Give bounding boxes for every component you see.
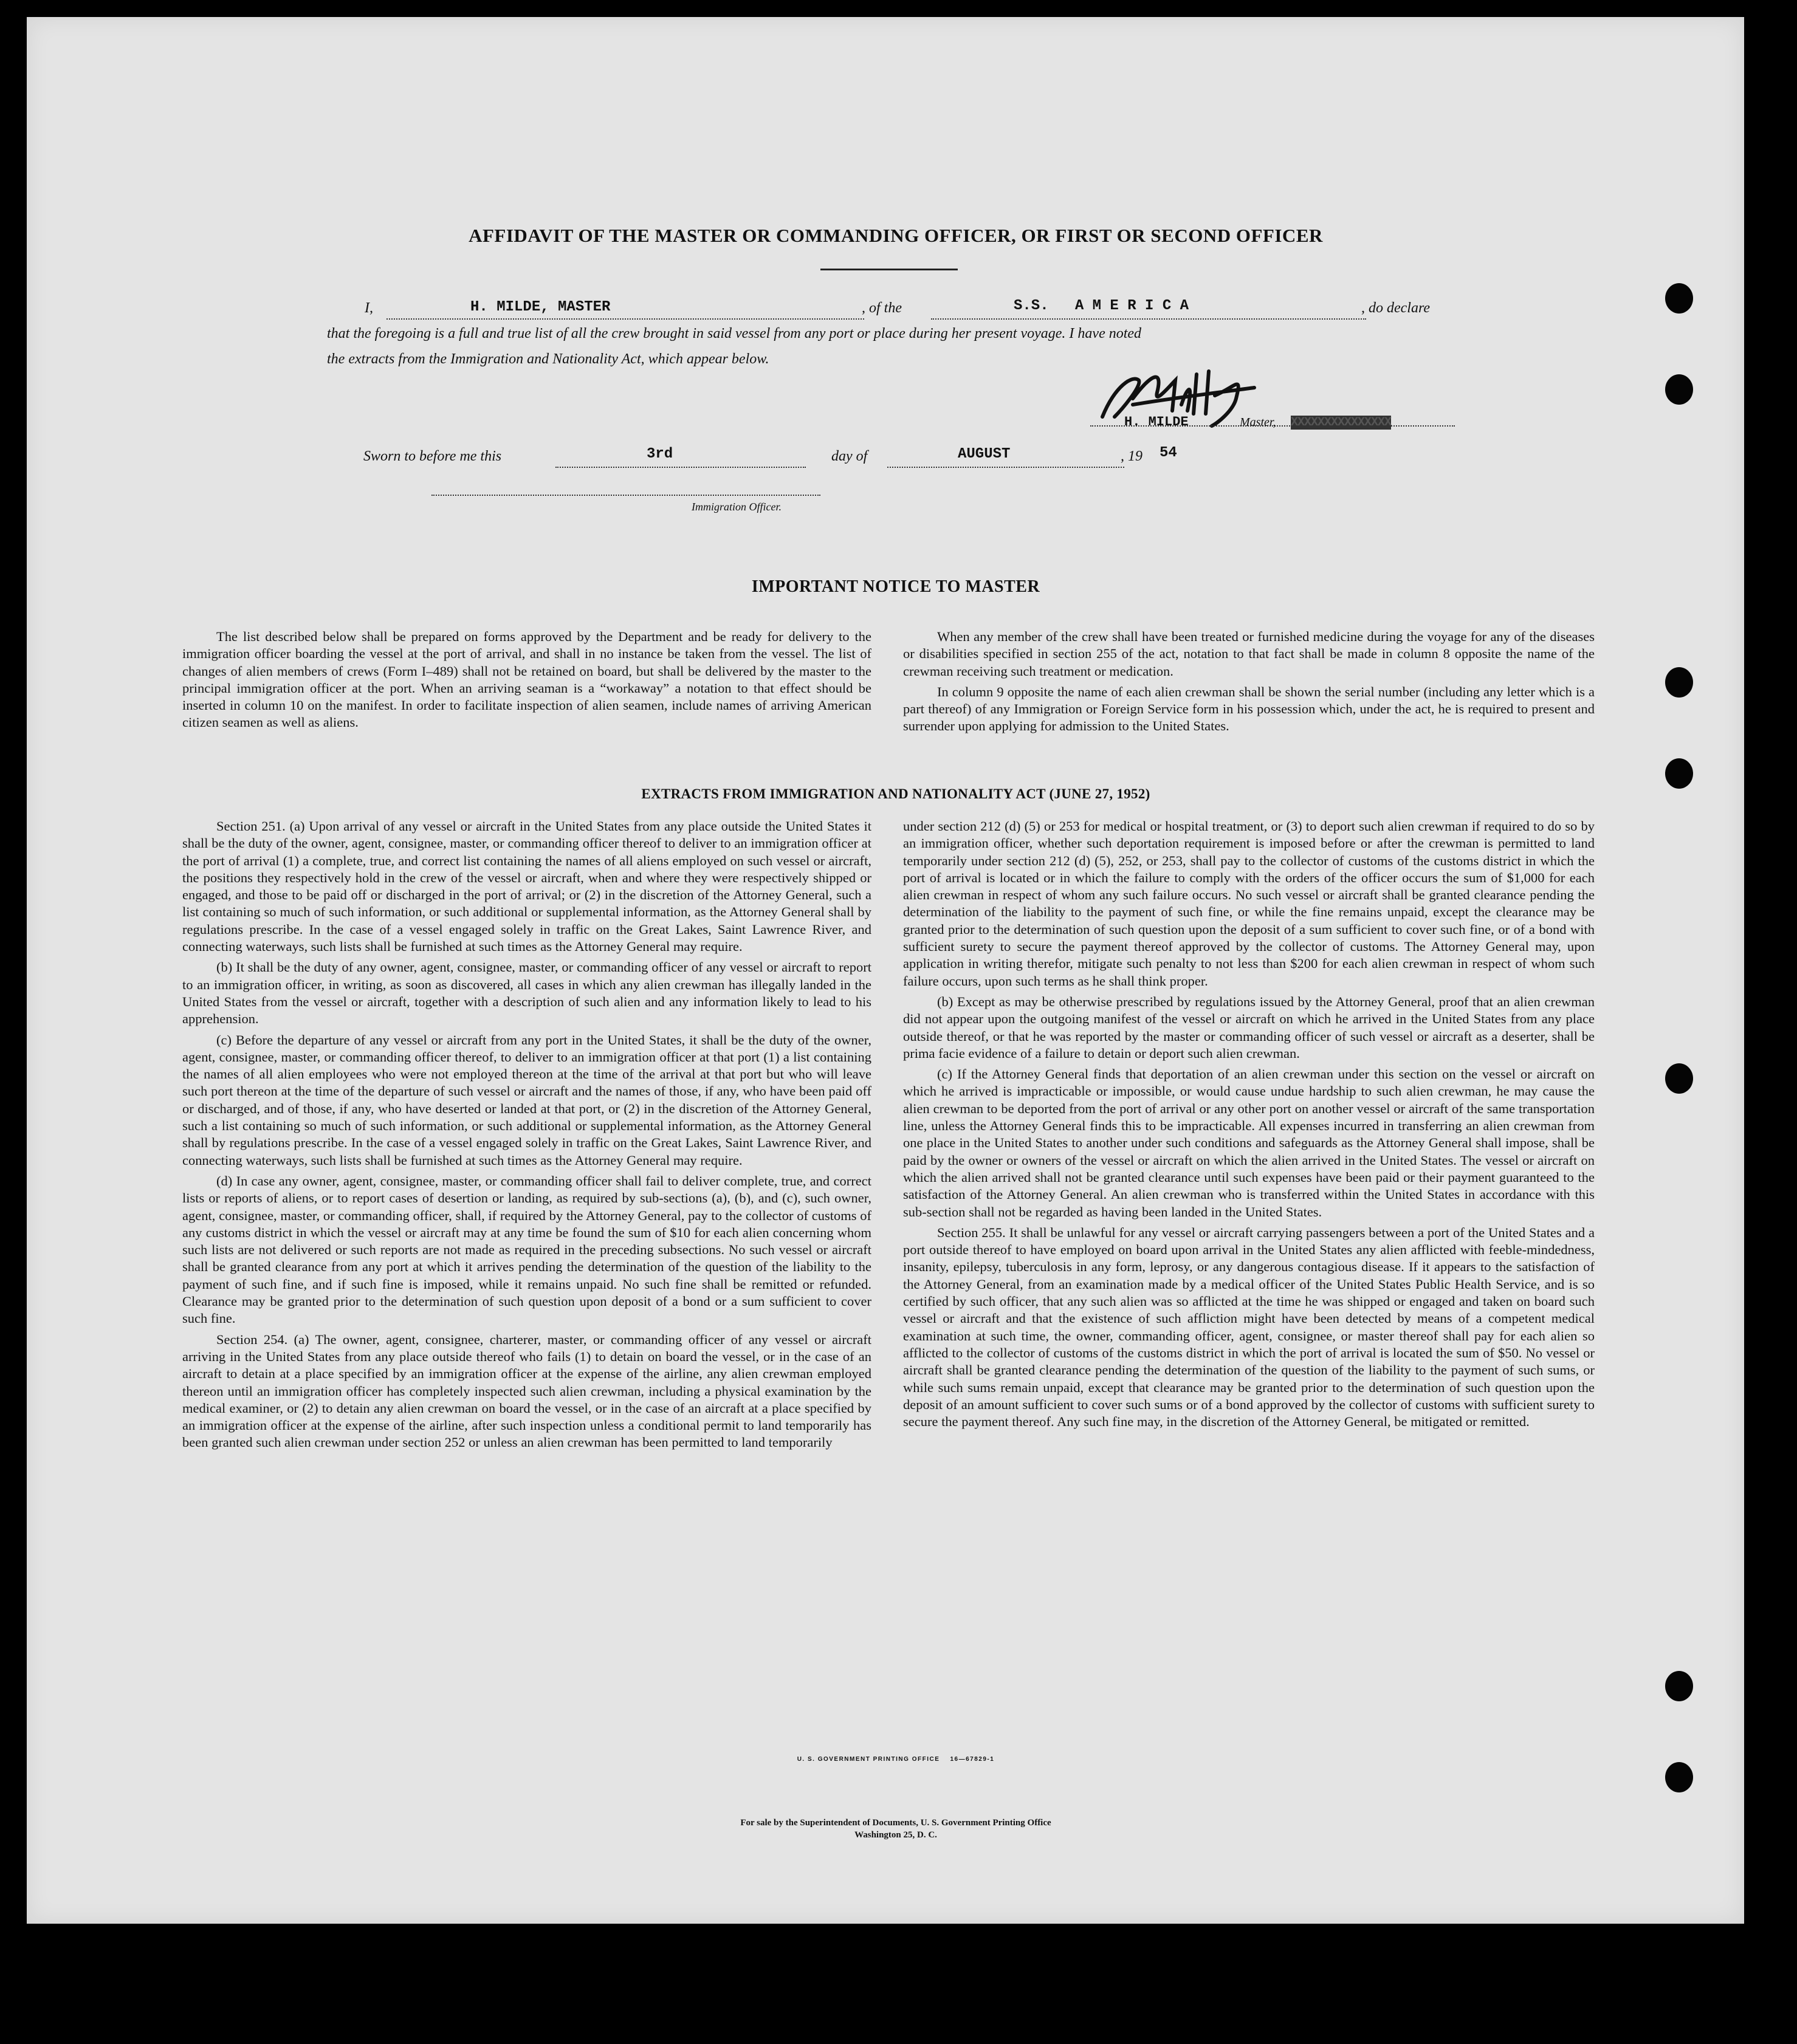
address-line: Washington 25, D. C.: [854, 1830, 937, 1840]
for-sale-line: For sale by the Superintendent of Documents, U. S. Government Printing Office: [740, 1818, 1051, 1828]
affidavit-declaration-line2: that the foregoing is a full and true list of all the crew brought in said vessel from any port or place during her present voyage. I have noted: [327, 326, 1142, 341]
extract-paragraph: Section 251. (a) Upon arrival of any vessel or aircraft in the United States from any place outside the United States it shall be the duty of the owner, agent, consignee, master, or commanding officer thereof to deliver to an immigration officer at the port of arrival (1) a complete, true, and correct list containing the names of all aliens employed on such vessel or aircraft, the positions they respectively hold in the crew of the vessel or aircraft, when and where they were respectively shipped or engaged, and those to be paid off or discharged in the port of arrival; or (2) in the discretion of the Attorney General, such a list containing so much of such information, or such additional or supplemental information, as the Attorney General shall by regulations prescribe. In the case of a vessel engaged solely in traffic on the Great Lakes, Saint Lawrence River, and connecting waterways, such lists shall be furnished at such times as the Attorney General may require.: [182, 818, 871, 955]
affidavit-i-label: I,: [365, 300, 373, 316]
punch-hole: [1665, 758, 1693, 789]
year-prefix-label: , 19: [1121, 448, 1142, 464]
immigration-officer-line: [431, 495, 820, 496]
signature-typed-name: H. MILDE: [1124, 414, 1189, 430]
master-name-field: H. MILDE, MASTER: [470, 299, 611, 315]
extract-paragraph: Section 255. It shall be unlawful for any vessel or aircraft carrying passengers between a port of the United States and a port outside thereof to have employed on board upon arrival in the United States any alien afflicted with feeble-mindedness, insanity, epilepsy, tuberculosis in any form, leprosy, or any dangerous contagious disease. If it appears to the satisfaction of the Attorney General, from an examination made by a medical officer of the United States Public Health Service, and is so certified by such officer, that any such alien was so afflicted at the time he was shipped or engaged and taken on board such vessel or aircraft and that the existence of such affliction might have been detected by means of a competent medical examination at such time, the owner, commanding officer, agent, consignee, or master thereof shall pay for each alien so afflicted to the collector of customs of the customs district in which the port of arrival is located the sum of $50. No vessel or aircraft shall be granted clearance pending the determination of the question of the liability to the payment of such sums, or while such sums remain unpaid, except that clearance may be granted prior to the determination of such question upon the deposit of an amount sufficient to cover such sums or of a bond approved by the collector of customs with sufficient surety to secure the payment thereof. Any such fine may, in the discretion of the Attorney General, be mitigated or remitted.: [903, 1224, 1595, 1430]
extract-paragraph: (b) Except as may be otherwise prescribed by regulations issued by the Attorney General, proof that an alien crewman did not appear upon the outgoing manifest of the vessel or aircraft on which he arrived in the United States from any place outside thereof, or that he was reported by the master or commanding officer of such vessel or aircraft as a deserter, shall be prima facie evidence of a failure to detain or deport such alien crewman.: [903, 993, 1595, 1061]
struck-title-text: XXXXXXXXXXXXXXX: [1291, 416, 1392, 430]
extract-paragraph: (c) If the Attorney General finds that deportation of an alien crewman under this section on the vessel or aircraft on which he arrived is impracticable or impossible, or would cause undue hardship to such alien crewman, he may cause the alien crewman to be deported from the port of arrival or any other port on another vessel or aircraft of the same transportation line, unless the Attorney General finds this to be impracticable. All expenses incurred in transferring an alien crewman from one place in the United States to another under such conditions and safeguards as the Attorney General shall impose, shall be paid by the owner or owners of the vessel or aircraft on which the alien arrived in the United States. The vessel or aircraft on which the alien arrived shall not be granted clearance until such expenses have been paid or their payment guaranteed to the satisfaction of the Attorney General. An alien crewman who is transferred within the United States in accordance with this sub-section shall not be regarded as having been landed in the United States.: [903, 1066, 1595, 1219]
extract-paragraph: (b) It shall be the duty of any owner, agent, consignee, master, or commanding officer of any vessel or aircraft to report to an immigration officer, in writing, as soon as discovered, all cases in which any alien crewman has illegally landed in the United States from the vessel or aircraft, together with a description of such alien and any information likely to lead to his apprehension.: [182, 959, 871, 1027]
year-suffix-field: 54: [1160, 445, 1177, 461]
punch-hole: [1665, 667, 1693, 698]
extract-paragraph: (d) In case any owner, agent, consignee, master, or commanding officer shall fail to deliver complete, true, and correct lists or reports of aliens, or to report cases of desertion or landing, as required by sub-sections (a), (b), and (c), such owner, agent, consignee, master, or commanding officer, shall, if required by the Attorney General, pay to the collector of customs of any customs district in which the vessel or aircraft may at any time be found the sum of $10 for each alien concerning whom such lists are not delivered or such reports are not made as required in the preceding subsections. No such vessel or aircraft shall be granted clearance from any port at which it arrives pending the determination of the question of the liability to the payment of such fine, and if such fine is imposed, while it remains unpaid. No such fine shall be remitted or refunded. Clearance may be granted prior to the determination of such question upon deposit of a bond or a sum sufficient to cover such fine.: [182, 1173, 871, 1326]
master-name-line: [387, 318, 864, 320]
punch-hole: [1665, 374, 1693, 405]
extract-paragraph: Section 254. (a) The owner, agent, consignee, charterer, master, or commanding officer of any vessel or aircraft arriving in the United States from any place outside thereof who fails (1) to detain on board the vessel, or in the case of an aircraft to detain at a place specified by an immigration officer at the expense of the airline, any alien crewman employed thereon until an immigration officer has completely inspected such alien crewman, including a physical examination by the medical examiner, or (2) to detain any alien crewman on board the vessel, or in the case of an aircraft at a place specified by an immigration officer at the expense of the airline, after such inspection unless a conditional permit to land temporarily has been granted such alien crewman under section 252 or unless an alien crewman has been permitted to land temporarily: [182, 1331, 871, 1450]
extracts-right-column: [903, 818, 1595, 1434]
punch-hole: [1665, 283, 1693, 314]
document-sheet: [27, 17, 1744, 1924]
vessel-name-field: S.S. A M E R I C A: [1014, 298, 1189, 314]
notice-right-paragraph-1: When any member of the crew shall have been treated or furnished medicine during the voyage for any of the diseases or disabilities specified in section 255 of the act, notation to that fact shall be made in column 8 opposite the name of the crewman receiving such treatment or medication.: [903, 629, 1595, 679]
sworn-day-line: [555, 467, 806, 468]
sworn-day-field: 3rd: [647, 446, 673, 462]
notice-right-paragraph-2: In column 9 opposite the name of each alien crewman shall be shown the serial number (including any letter which is a part thereof) of any Immigration or Foreign Service form in his possession which, under the act, he is required to present and surrender upon applying for admission to the United States.: [903, 684, 1595, 734]
extract-paragraph: under section 212 (d) (5) or 253 for medical or hospital treatment, or (3) to deport such alien crewman if required to do so by an immigration officer, whether such deportation requirement is imposed before or after the crewman is permitted to land temporarily under section 212 (d) (5), 252, or 253, shall pay to the collector of customs of the customs district in which the port of arrival is located or in which the failure to comply with the orders of the officer occurs the sum of $1,000 for each alien crewman in respect of whom any such failure occurs. No such vessel or aircraft shall be granted clearance pending the determination of the liability to the payment of such fine, or while the fine remains unpaid, except the clearance may be granted prior to the determination of such question upon the deposit of a sum sufficient to cover such fine, or of a bond with sufficient surety to secure the payment thereof approved by the collector of customs. The Attorney General may, upon application in writing therefor, mitigate such penalty to not less than $200 for each alien crewman in respect of whom such failure occurs, upon such terms as he shall think proper.: [903, 818, 1595, 989]
sworn-month-field: AUGUST: [958, 446, 1011, 462]
vessel-name-line: [931, 318, 1366, 320]
day-of-label: day of: [831, 448, 868, 464]
title-rule: [820, 269, 958, 270]
notice-title: IMPORTANT NOTICE TO MASTER: [751, 577, 1040, 596]
punch-hole: [1665, 1762, 1693, 1792]
master-label: Master,: [1240, 416, 1276, 429]
punch-hole: [1665, 1063, 1693, 1094]
notice-right-column: [903, 628, 1595, 739]
immigration-officer-label: Immigration Officer.: [692, 501, 782, 513]
extracts-left-column: [182, 818, 871, 1455]
sworn-label: Sworn to before me this: [363, 448, 502, 464]
of-the-label: , of the: [862, 300, 902, 316]
affidavit-title: AFFIDAVIT OF THE MASTER OR COMMANDING OFFICER, OR FIRST OR SECOND OFFICER: [469, 225, 1323, 246]
punch-hole: [1665, 1671, 1693, 1701]
extracts-title: EXTRACTS FROM IMMIGRATION AND NATIONALITY ACT (JUNE 27, 1952): [641, 786, 1150, 801]
notice-left-column: [182, 628, 871, 735]
do-declare-label: , do declare: [1361, 300, 1431, 316]
sworn-month-line: [887, 467, 1124, 468]
notice-left-paragraph: The list described below shall be prepared on forms approved by the Department and be ready for delivery to the immigration officer boarding the vessel at the port of arrival, and shall in no instance be taken from the vessel. The list of changes of alien members of crews (Form I–489) shall not be retained on board, but shall be delivered by the master to the principal immigration officer at the port. When an arriving seaman is a “workaway” a notation to that effect should be inserted in column 10 on the manifest. In order to facilitate inspection of alien seamen, include names of arriving American citizen seamen as well as aliens.: [182, 629, 871, 730]
affidavit-declaration-line3: the extracts from the Immigration and Nationality Act, which appear below.: [327, 351, 769, 367]
printing-office-line: U. S. GOVERNMENT PRINTING OFFICE 16—67829-1: [797, 1756, 995, 1763]
extract-paragraph: (c) Before the departure of any vessel or aircraft from any port in the United States, it shall be the duty of the owner, agent, consignee, master, or commanding officer thereof, to deliver to an immigration officer at that port (1) a list containing the names of all alien employees who were not employed thereon at the time of the arrival at that port but who will leave such port thereon at the time of the departure of such vessel or aircraft and the names of those, if any, who have been paid off or discharged, and of those, if any, who have deserted or landed at that port, or (2) in the discretion of the Attorney General, such a list containing so much of such information, or such additional or supplemental information, as the Attorney General shall by regulations prescribe. In the case of a vessel engaged solely in traffic on the Great Lakes, Saint Lawrence River, and connecting waterways, such lists shall be furnished at such times as the Attorney General may require.: [182, 1032, 871, 1168]
